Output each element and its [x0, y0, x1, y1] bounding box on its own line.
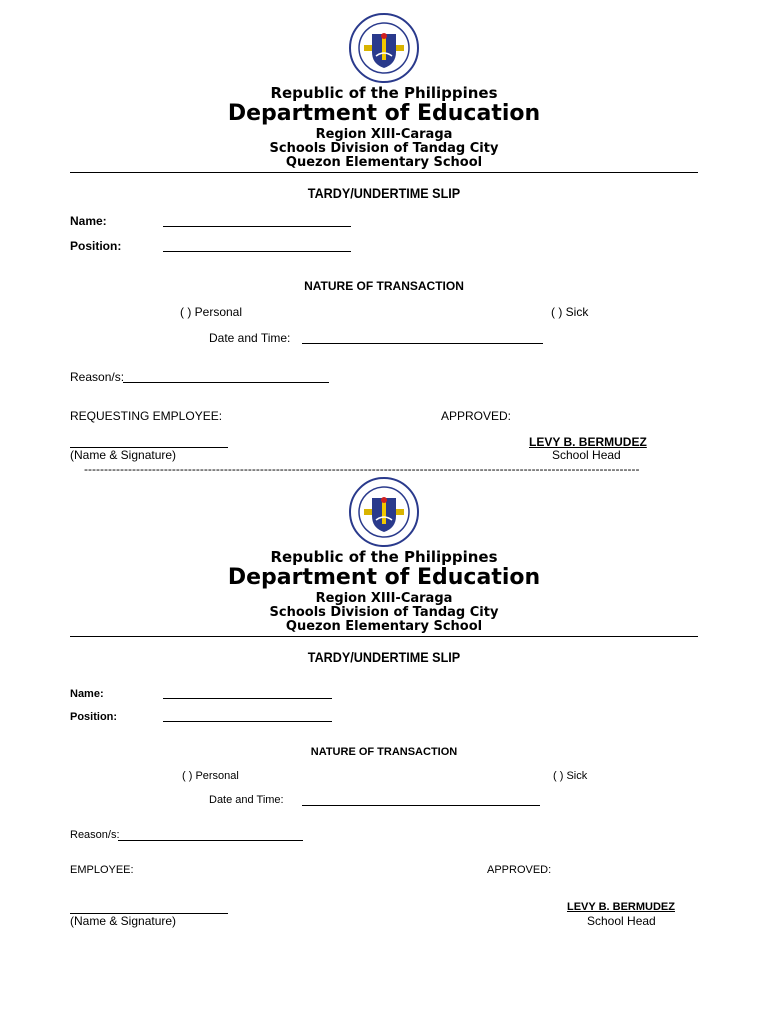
cut-line: -------------------------------------------------------------------------------------------------------------------------------------------: [84, 462, 640, 476]
approved-label: APPROVED:: [441, 409, 512, 423]
reason-label: Reason/s:: [70, 370, 125, 384]
nature-heading: NATURE OF TRANSACTION: [304, 279, 464, 293]
school-heading: Quezon Elementary School: [285, 619, 483, 634]
school-heading: Quezon Elementary School: [285, 155, 483, 170]
division-heading: Schools Division of Tandag City: [269, 141, 499, 156]
school-head-name: LEVY B. BERMUDEZ: [567, 901, 675, 913]
deped-seal-icon: [348, 476, 420, 548]
date-time-label: Date and Time:: [209, 794, 284, 806]
reason-label: Reason/s:: [70, 829, 120, 841]
school-head-title: School Head: [587, 914, 656, 928]
position-field[interactable]: [163, 721, 332, 722]
requesting-employee-label: REQUESTING EMPLOYEE:: [70, 409, 223, 423]
position-label: Position:: [70, 711, 118, 723]
employee-label: EMPLOYEE:: [70, 864, 134, 876]
approved-label: APPROVED:: [487, 864, 552, 876]
republic-heading: Republic of the Philippines: [270, 84, 498, 102]
personal-option[interactable]: ( ) Personal: [182, 770, 239, 782]
region-heading: Region XIII-Caraga: [315, 127, 453, 142]
personal-option[interactable]: ( ) Personal: [180, 305, 243, 319]
sick-option[interactable]: ( ) Sick: [551, 305, 589, 319]
school-head-name: LEVY B. BERMUDEZ: [529, 435, 647, 449]
date-time-label: Date and Time:: [209, 331, 291, 345]
division-heading: Schools Division of Tandag City: [269, 605, 499, 620]
name-label: Name:: [70, 214, 107, 228]
position-label: Position:: [70, 239, 122, 253]
name-field[interactable]: [163, 698, 332, 699]
slip-title: TARDY/UNDERTIME SLIP: [307, 649, 461, 665]
republic-heading: Republic of the Philippines: [270, 548, 498, 566]
reason-field[interactable]: [118, 840, 303, 841]
name-label: Name:: [70, 688, 104, 700]
department-heading: Department of Education: [227, 101, 541, 126]
nature-heading: NATURE OF TRANSACTION: [310, 746, 458, 758]
header-rule: [70, 636, 698, 637]
signature-label: (Name & Signature): [70, 448, 177, 462]
slip-title: TARDY/UNDERTIME SLIP: [307, 185, 461, 201]
date-time-field[interactable]: [302, 805, 540, 806]
sick-option[interactable]: ( ) Sick: [553, 770, 588, 782]
department-heading: Department of Education: [227, 565, 541, 590]
signature-label: (Name & Signature): [70, 914, 177, 928]
region-heading: Region XIII-Caraga: [315, 591, 453, 606]
school-head-title: School Head: [552, 448, 621, 462]
